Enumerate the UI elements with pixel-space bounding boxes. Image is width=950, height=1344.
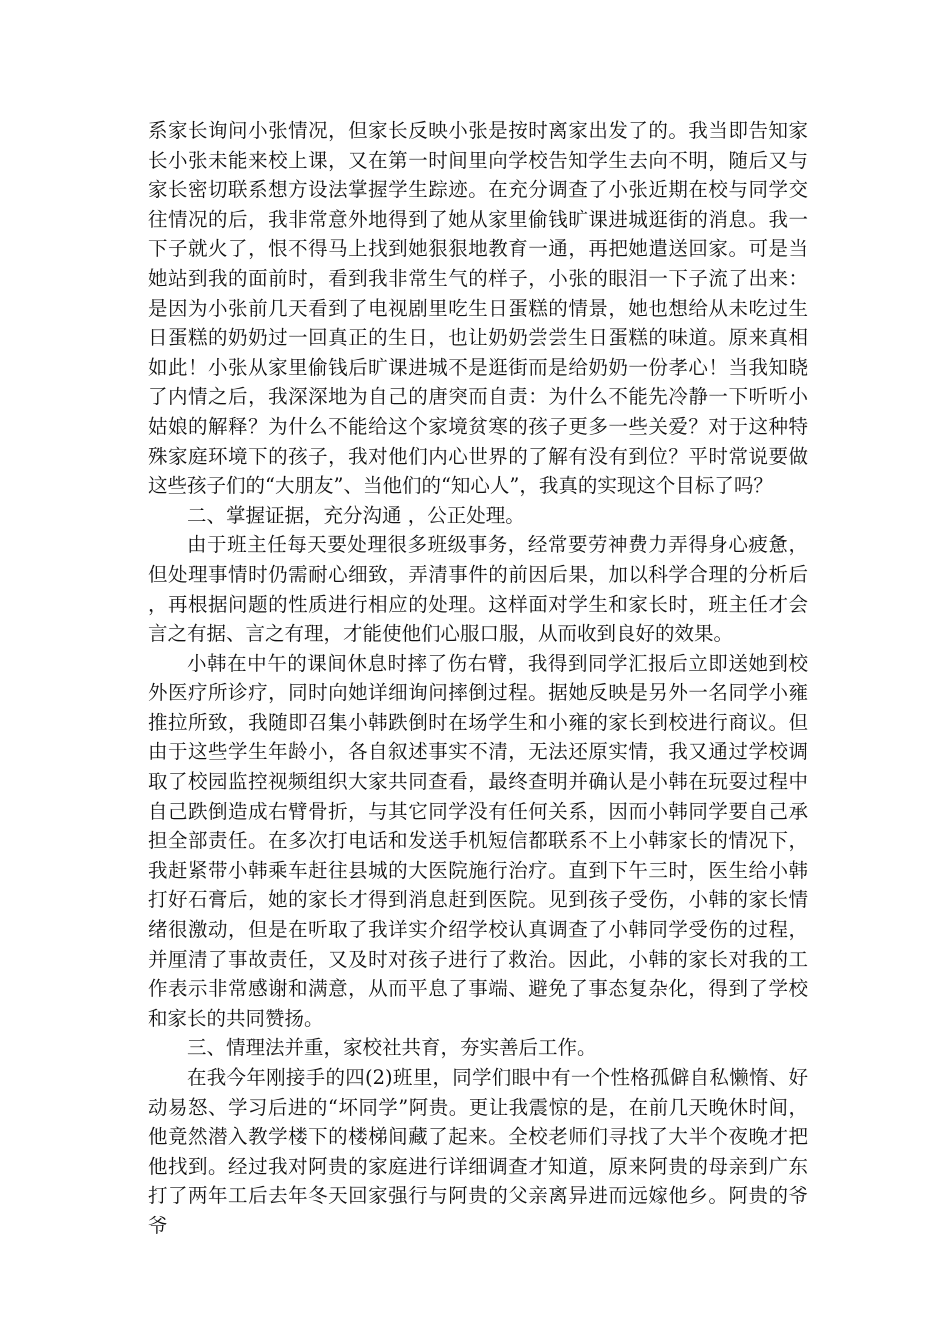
paragraph-xiaozhang-story: 系家长询问小张情况，但家长反映小张是按时离家出发了的。我当即告知家长小张未能来校上课，又在第一时间里向学校告知学生去向不明，随后又与家长密切联系想方设法掌握学生踪迹。在充分调查了小张近期在校与同学交往情况的后，我非常意外地得到了她从家里偷钱旷课进城逛街的消息。我一下子就火了，恨不得马上找到她狠狠地教育一通，再把她遣送回家。可是当她站到我的面前时，看到我非常生气的样子，小张的眼泪一下子流了出来：是因为小张前几天看到了电视剧里吃生日蛋糕的情景，她也想给从未吃过生日蛋糕的奶奶过一回真正的生日，也让奶奶尝尝生日蛋糕的味道。原来真相如此！小张从家里偷钱后旷课进城不是逛街而是给奶奶一份孝心！当我知晓了内情之后，我深深地为自己的唐突而自责：为什么不能先冷静一下听听小姑娘的解释？为什么不能给这个家境贫寒的孩子更多一些关爱？对于这种特殊家庭环境下的孩子，我对他们内心世界的了解有没有到位？平时常说要做这些孩子们的“大朋友”、当他们的“知心人”，我真的实现这个目标了吗？ xyxy=(148,119,808,498)
section-heading-2: 二、掌握证据，充分沟通 ，公正处理。 xyxy=(187,503,525,527)
paragraph-agui-story: 在我今年刚接手的四(2)班里，同学们眼中有一个性格孤僻自私懒惰、好动易怒、学习后进的“坏同学”阿贵。更让我震惊的是，在前几天晚休时间，他竟然潜入教学楼下的楼梯间藏了起来。全校老师们寻找了大半个夜晚才把他找到。经过我对阿贵的家庭进行详细调查才知道，原来阿贵的母亲到广东打了两年工后去年冬天回家强行与阿贵的父亲离异进而远嫁他乡。阿贵的爷爷 xyxy=(148,1066,808,1237)
paragraph-evidence-principle: 由于班主任每天要处理很多班级事务，经常要劳神费力弄得身心疲惫，但处理事情时仍需耐心细致，弄清事件的前因后果，加以科学合理的分析后，再根据问题的性质进行相应的处理。这样面对学生和家长时，班主任才会言之有据、言之有理，才能使他们心服口服，从而收到良好的效果。 xyxy=(148,533,808,646)
document-body xyxy=(148,116,808,1241)
section-heading-3: 三、情理法并重，家校社共育，夯实善后工作。 xyxy=(187,1036,597,1060)
paragraph-xiaohan-story: 小韩在中午的课间休息时摔了伤右臂，我得到同学汇报后立即送她到校外医疗所诊疗，同时向她详细询问摔倒过程。据她反映是另外一名同学小雍推拉所致，我随即召集小韩跌倒时在场学生和小雍的家长到校进行商议。但由于这些学生年龄小，各自叙述事实不清，无法还原实情，我又通过学校调取了校园监控视频组织大家共同查看，最终查明并确认是小韩在玩耍过程中自己跌倒造成右臂骨折，与其它同学没有任何关系，因而小韩同学要自己承担全部责任。在多次打电话和发送手机短信都联系不上小韩家长的情况下，我赶紧带小韩乘车赶往县城的大医院施行治疗。直到下午三时，医生给小韩打好石膏后，她的家长才得到消息赶到医院。见到孩子受伤，小韩的家长情绪很激动，但是在听取了我详实介绍学校认真调查了小韩同学受伤的过程，并厘清了事故责任，又及时对孩子进行了救治。因此，小韩的家长对我的工作表示非常感谢和满意，从而平息了事端、避免了事态复杂化，得到了学校和家长的共同赞扬。 xyxy=(148,651,808,1030)
